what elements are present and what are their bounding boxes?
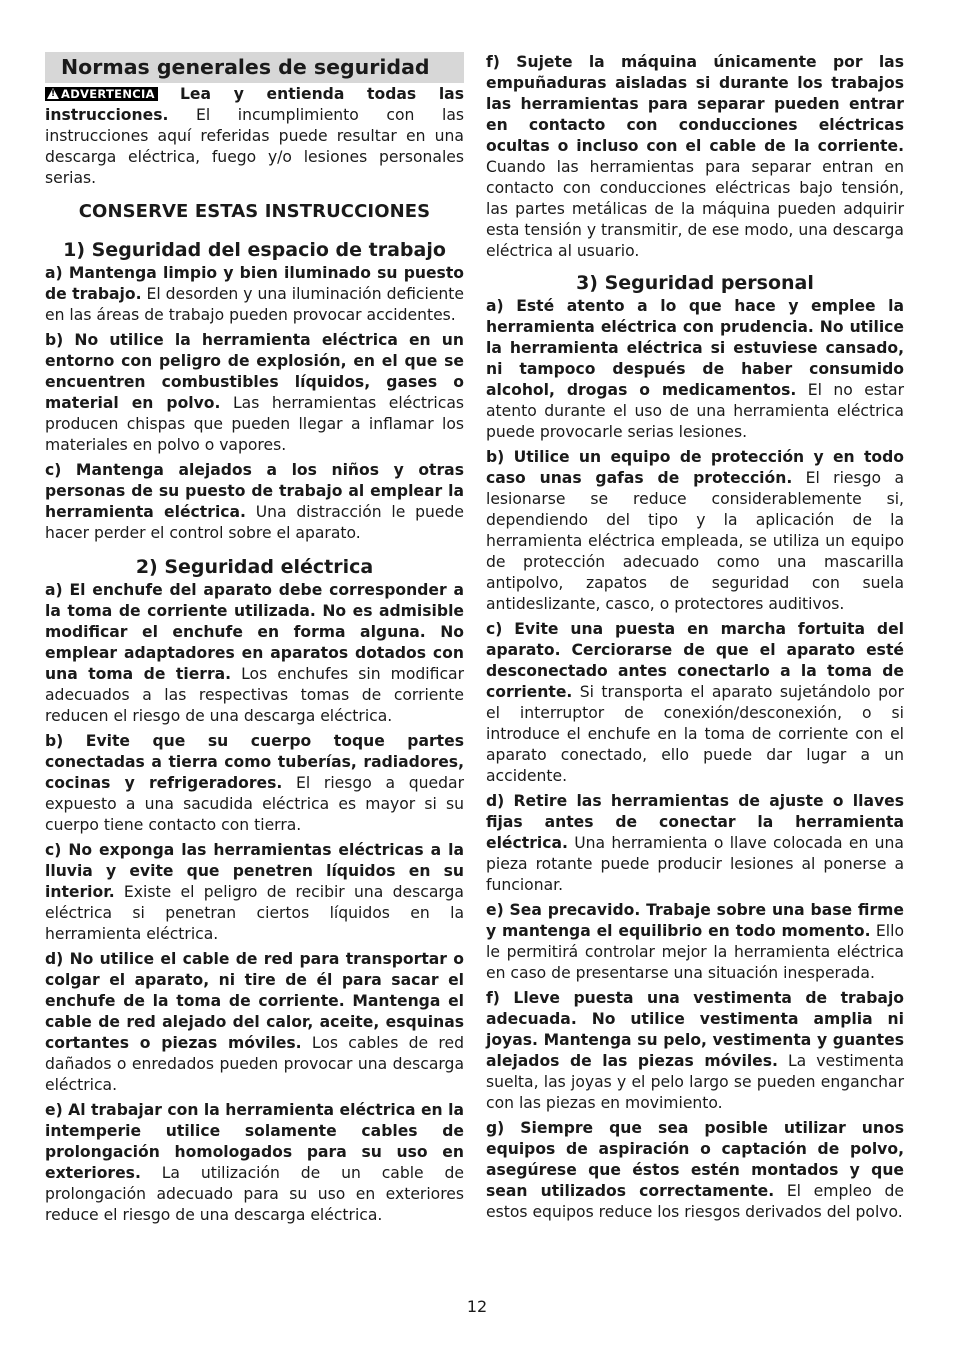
warning-badge-label: ADVERTENCIA [61,87,155,101]
s2-item-c: c) No exponga las herramientas eléctricas a la lluvia y evite que penetren líquidos en su interior. Existe el peligro de recibir una descarga eléctrica si penetran ciertos líquidos en la herramienta eléctrica. [45,841,464,943]
warning-paragraph [45,84,464,189]
left-column [45,52,464,1230]
right-column [486,52,904,1227]
s3-item-g: g) Siempre que sea posible utilizar unos equipos de aspiración o captación de polvo, asegúrese que éstos estén montados y que sean utilizados correctamente. El empleo de estos equipos reduce los riesgos derivados del polvo. [486,1119,904,1221]
page-number: 12 [466,1297,488,1316]
s2-item-a: a) El enchufe del aparato debe corresponder a la toma de corriente utilizada. No es admisible modificar el enchufe en forma alguna. No emplear adaptadores en aparatos dotados con una toma de tierra. Los enchufes sin modificar adecuados a las respectivas tomas de corriente reducen el riesgo de una descarga eléctrica. [45,581,464,725]
warning-text: El incumplimiento con las instrucciones aquí referidas puede resultar en una descarga eléctrica, fuego y/o lesiones personales serias. [45,106,464,187]
s2-item-d: d) No utilice el cable de red para transportar o colgar el aparato, ni tire de él para sacar el enchufe de la toma de corriente. Mantenga el cable de red alejado del calor, aceite, esquinas cortantes o piezas móviles. Los cables de red dañados o enredados pueden provocar una descarga eléctrica. [45,950,464,1094]
s1-item-a: a) Mantenga limpio y bien iluminado su puesto de trabajo. El desorden y una iluminación deficiente en las áreas de trabajo pueden provocar accidentes. [45,264,464,324]
section1-heading: 1) Seguridad del espacio de trabajo [63,239,446,261]
s3-item-a: a) Esté atento a lo que hace y emplee la herramienta eléctrica con prudencia. No utilice la herramienta eléctrica si estuviese cansado, ni tampoco después de haber consumido alcohol, drogas o medicamentos. El no estar atento durante el uso de una herramienta eléctrica puede provocarle serias lesiones. [486,297,904,441]
section3-heading: 3) Seguridad personal [576,272,814,294]
s3-item-d: d) Retire las herramientas de ajuste o llaves fijas antes de conectar la herramienta eléctrica. Una herramienta o llave colocada en una pieza rotante puede producir lesiones al ponerse a funcionar. [486,792,904,894]
section2-heading: 2) Seguridad eléctrica [135,556,374,578]
conserve-heading: CONSERVE ESTAS INSTRUCCIONES [78,201,431,222]
s2-item-e: e) Al trabajar con la herramienta eléctrica en la intemperie utilice solamente cables de prolongación homologados para su uso en exteriores. La utilización de un cable de prolongación adecuado para su uso en exteriores reduce el riesgo de una descarga eléctrica. [45,1101,464,1224]
warning-badge [45,87,158,101]
s3-item-b: b) Utilice un equipo de protección y en todo caso unas gafas de protección. El riesgo a lesionarse se reduce considerablemente si, dependiendo del tipo y la aplicación de la herramienta eléctrica empleada, se utiliza un equipo de protección adecuado como una mascarilla antipolvo, zapatos de seguridad con suela antideslizante, casco, o protectores auditivos. [486,448,904,613]
page-title: Normas generales de seguridad [45,52,464,83]
s1-item-c: c) Mantenga alejados a los niños y otras personas de su puesto de trabajo al emplear la herramienta eléctrica. Una distracción le puede hacer perder el control sobre el aparato. [45,461,464,542]
s2-item-f: f) Sujete la máquina únicamente por las empuñaduras aisladas si durante los trabajos las herramientas para separar pueden entrar en contacto con conducciones eléctricas ocultas o incluso con el cable de la corriente. Cuando las herramientas para separar entran en contacto con conducciones eléctricas bajo tensión, las partes metálicas de la máquina pueden adquirir esta tensión y transmitir, de ese modo, una descarga eléctrica al usuario. [486,53,904,260]
s2-item-b: b) Evite que su cuerpo toque partes conectadas a tierra como tuberías, radiadores, cocinas y refrigeradores. El riesgo a quedar expuesto a una sacudida eléctrica es mayor si su cuerpo tiene contacto con tierra. [45,732,465,834]
s1-item-b: b) No utilice la herramienta eléctrica en un entorno con peligro de explosión, en el que se encuentren combustibles líquidos, gases o material en polvo. Las herramientas eléctricas producen chispas que pueden llegar a inflamar los materiales en polvo o vapores. [45,331,464,454]
warning-triangle-icon: ! [47,88,59,99]
s3-item-e: e) Sea precavido. Trabaje sobre una base firme y mantenga el equilibrio en todo momento. Ello le permitirá controlar mejor la herramienta eléctrica en caso de presentarse una situación inesperada. [486,901,904,982]
s3-item-f: f) Lleve puesta una vestimenta de trabajo adecuada. No utilice vestimenta amplia ni joyas. Mantenga su pelo, vestimenta y guantes alejados de las piezas móviles. La vestimenta suelta, las joyas y el pelo largo se pueden enganchar con las piezas en movimiento. [486,989,904,1112]
warning-bold: Lea y entienda todas las instrucciones. [45,85,464,124]
s3-item-c: c) Evite una puesta en marcha fortuita del aparato. Cerciorarse de que el aparato esté desconectado antes conectarlo a la toma de corriente. Si transporta el aparato sujetándolo por el interruptor de conexión/desconexión, o si introduce el enchufe en la toma de corriente con el aparato conectado, ello puede dar lugar a un accidente. [486,620,904,785]
